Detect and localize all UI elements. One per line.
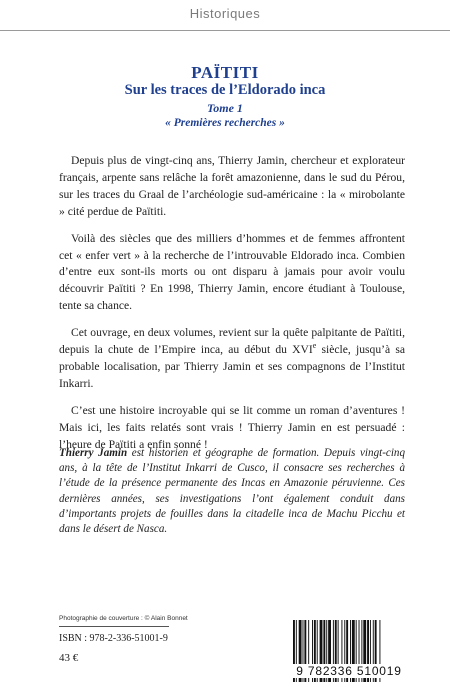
paragraph-1: Depuis plus de vingt-cinq ans, Thierry Jamin, chercheur et explorateur français, arpente sans relâche la forêt amazonienne, dans le sud du Pérou, sur les traces du Graal de l’archéologie sud-américaine : la « mirobolante » cité perdue de Païtiti. xyxy=(59,154,405,218)
book-title: PAÏTITI xyxy=(191,63,259,82)
isbn: ISBN : 978-2-336-51001-9 xyxy=(59,633,168,644)
century-superscript: e xyxy=(312,341,317,351)
part-title: « Premières recherches » xyxy=(165,117,285,129)
title-block xyxy=(0,63,450,130)
series-label: Historiques xyxy=(189,6,261,21)
author-name: Thierry Jamin xyxy=(59,447,128,459)
credit-rule xyxy=(59,626,169,627)
paragraph-3-end: siècle, jusqu’à sa probable localisation, par Thierry Jamin et ses compagnons de l’Institut Inkarri. xyxy=(59,343,405,390)
paragraph-3 xyxy=(59,325,405,393)
paragraph-3-start: Cet ouvrage, en deux volumes, revient sur la quête palpitante de Païtiti, depuis la chute de l’Empire inca, au début du XVI xyxy=(59,326,405,357)
price: 43 € xyxy=(59,652,79,664)
book-subtitle: Sur les traces de l’Eldorado inca xyxy=(124,82,326,98)
series-header xyxy=(0,6,450,21)
barcode-digits: 9 782336 510019 xyxy=(291,664,407,678)
author-bio xyxy=(59,446,405,537)
author-bio-text: est historien et géographe de formation. Depuis vingt-cinq ans, à la tête de l’Institut Inkarri de Cusco, il consacre ses recherches à l’étude de la présence permanente des Incas en Amazonie péruvienne. Ces dernières années, ses investigations l’ont également conduit dans d’importants projets de fouilles dans la citadelle inca de Machu Picchu et dans le désert de Nasca. xyxy=(59,447,405,536)
series-rule xyxy=(0,30,450,31)
photo-credit: Photographie de couverture : © Alain Bonnet xyxy=(59,615,188,622)
paragraph-4: C’est une histoire incroyable qui se lit comme un roman d’aventures ! Mais ici, les faits relatés sont vrais ! Thierry Jamin en est persuadé : l’heure de Païtiti a enfin sonné ! xyxy=(59,403,405,451)
tome-label: Tome 1 xyxy=(207,101,243,115)
back-cover-text xyxy=(59,153,405,454)
paragraph-2: Voilà des siècles que des milliers d’hommes et de femmes affrontent cet « enfer vert » à la recherche de l’introuvable Eldorado inca. Combien d’entre eux sont-ils morts ou ont disparu à jamais pour avoir voulu découvrir Païtiti ? En 1998, Thierry Jamin, encore étudiant à Toulouse, tente sa chance. xyxy=(59,231,405,313)
